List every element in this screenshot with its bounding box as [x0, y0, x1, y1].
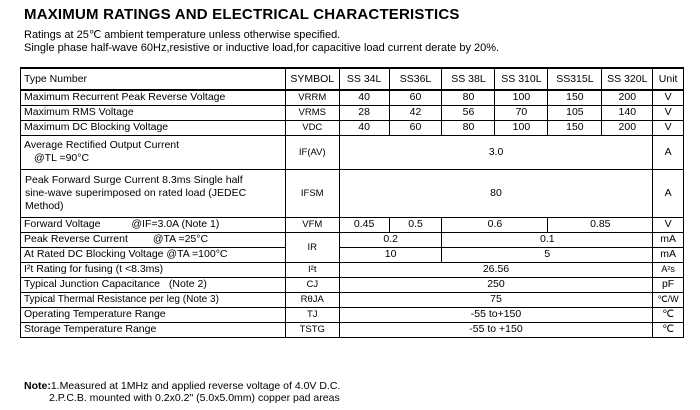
- row-unit: mA: [653, 247, 684, 262]
- note-2: 2.P.C.B. mounted with 0.2x0.2" (5.0x5.0mm) copper pad areas: [49, 392, 340, 404]
- row-iav: [21, 135, 684, 169]
- row-ir-25: [21, 232, 684, 247]
- notes: [24, 380, 340, 404]
- row-unit: ℃: [653, 322, 684, 337]
- row-symbol: VRRM: [285, 90, 339, 105]
- row-label: Typical Thermal Resistance per leg (Note 3): [21, 292, 286, 307]
- row-label-line: Method): [25, 199, 64, 212]
- row-tj: [21, 307, 684, 322]
- row-value: 100: [495, 90, 548, 105]
- row-unit: V: [653, 217, 684, 232]
- row-label: At Rated DC Blocking Voltage @TA =100°C: [21, 247, 286, 262]
- row-unit: ℃/W: [653, 292, 684, 307]
- row-unit: A²s: [653, 262, 684, 277]
- row-value: 40: [339, 120, 389, 135]
- note-1: [24, 380, 340, 392]
- row-label-text: Forward Voltage: [24, 218, 101, 230]
- row-symbol: IR: [285, 232, 339, 262]
- row-tstg: [21, 322, 684, 337]
- header-row: [21, 68, 684, 90]
- row-label: [21, 169, 286, 217]
- row-ifsm: [21, 169, 684, 217]
- row-value: 140: [602, 105, 653, 120]
- header-model: SS36L: [389, 68, 442, 90]
- subtitle-load: Single phase half-wave 60Hz,resistive or inductive load,for capacitive load current derate by 20%.: [24, 42, 500, 54]
- row-condition: (Note 2): [168, 278, 207, 290]
- row-vdc: [21, 120, 684, 135]
- row-i2t: [21, 262, 684, 277]
- row-label: Operating Temperature Range: [21, 307, 286, 322]
- row-value: 70: [495, 105, 548, 120]
- row-symbol: VDC: [285, 120, 339, 135]
- row-value: 0.2: [339, 232, 442, 247]
- row-symbol: TJ: [285, 307, 339, 322]
- row-value: 56: [442, 105, 495, 120]
- note-prefix: Note:: [24, 380, 51, 392]
- row-condition: @TA =25°C: [152, 233, 209, 245]
- row-cj: [21, 277, 684, 292]
- row-value: 250: [339, 277, 652, 292]
- row-label: [21, 135, 286, 169]
- row-condition: @IF=3.0A (Note 1): [131, 218, 220, 230]
- row-symbol: TSTG: [285, 322, 339, 337]
- row-label: Maximum RMS Voltage: [21, 105, 286, 120]
- row-unit: mA: [653, 232, 684, 247]
- row-vrrm: [21, 90, 684, 105]
- row-symbol: IF(AV): [285, 135, 339, 169]
- row-ir-100: [21, 247, 684, 262]
- row-value: 5: [442, 247, 653, 262]
- row-value: 75: [339, 292, 652, 307]
- row-value: 28: [339, 105, 389, 120]
- row-unit: A: [653, 169, 684, 217]
- row-unit: V: [653, 90, 684, 105]
- header-type: Type Number: [21, 68, 286, 90]
- row-unit: pF: [653, 277, 684, 292]
- row-value: 80: [442, 120, 495, 135]
- row-value: 42: [389, 105, 442, 120]
- row-value: 0.1: [442, 232, 653, 247]
- row-rja: [21, 292, 684, 307]
- row-value: 150: [548, 90, 602, 105]
- row-symbol: RθJA: [285, 292, 339, 307]
- row-value: 80: [442, 90, 495, 105]
- row-unit: A: [653, 135, 684, 169]
- row-value: 40: [339, 90, 389, 105]
- row-vf: [21, 217, 684, 232]
- row-label: [21, 277, 286, 292]
- row-label: Maximum Recurrent Peak Reverse Voltage: [21, 90, 286, 105]
- row-symbol: VFM: [285, 217, 339, 232]
- row-value: 200: [602, 120, 653, 135]
- row-label-line: sine-wave superimposed on rated load (JEDEC: [25, 186, 247, 199]
- row-value: -55 to+150: [339, 307, 652, 322]
- row-value: 3.0: [339, 135, 652, 169]
- row-vrms: [21, 105, 684, 120]
- row-value: 80: [339, 169, 652, 217]
- row-value: -55 to +150: [339, 322, 652, 337]
- note-1-text: 1.Measured at 1MHz and applied reverse voltage of 4.0V D.C.: [50, 380, 341, 392]
- header-model: SS315L: [548, 68, 602, 90]
- row-label-line: Average Rectified Output Current: [24, 139, 180, 151]
- row-symbol: I²t: [285, 262, 339, 277]
- row-label-line: Peak Forward Surge Current 8.3ms Single half: [25, 173, 243, 186]
- row-symbol: VRMS: [285, 105, 339, 120]
- row-unit: ℃: [653, 307, 684, 322]
- row-value: 150: [548, 120, 602, 135]
- row-label: [21, 232, 286, 247]
- row-unit: V: [653, 120, 684, 135]
- page-title: MAXIMUM RATINGS AND ELECTRICAL CHARACTERISTICS: [24, 6, 460, 23]
- header-model: SS 320L: [602, 68, 653, 90]
- row-label: [21, 217, 286, 232]
- header-model: SS 38L: [442, 68, 495, 90]
- row-label: Maximum DC Blocking Voltage: [21, 120, 286, 135]
- row-value: 0.5: [389, 217, 442, 232]
- row-value: 0.6: [442, 217, 548, 232]
- row-value: 0.45: [339, 217, 389, 232]
- row-label-line: @TL =90°C: [34, 152, 90, 164]
- row-value: 10: [339, 247, 442, 262]
- row-label: I²t Rating for fusing (t <8.3ms): [21, 262, 286, 277]
- row-label: Storage Temperature Range: [21, 322, 286, 337]
- header-unit: Unit: [653, 68, 684, 90]
- row-value: 60: [389, 120, 442, 135]
- header-model: SS 310L: [495, 68, 548, 90]
- row-unit: V: [653, 105, 684, 120]
- row-value: 60: [389, 90, 442, 105]
- row-symbol: CJ: [285, 277, 339, 292]
- row-value: 105: [548, 105, 602, 120]
- row-symbol: IFSM: [285, 169, 339, 217]
- row-value: 0.85: [548, 217, 653, 232]
- header-symbol: SYMBOL: [285, 68, 339, 90]
- row-value: 100: [495, 120, 548, 135]
- ratings-table: [20, 67, 684, 338]
- header-model: SS 34L: [339, 68, 389, 90]
- subtitle-ambient: Ratings at 25℃ ambient temperature unless otherwise specified.: [24, 29, 341, 41]
- row-label-text: Peak Reverse Current: [24, 233, 128, 245]
- row-value: 26.56: [339, 262, 652, 277]
- row-label-text: Typical Junction Capacitance: [24, 278, 160, 290]
- row-value: 200: [602, 90, 653, 105]
